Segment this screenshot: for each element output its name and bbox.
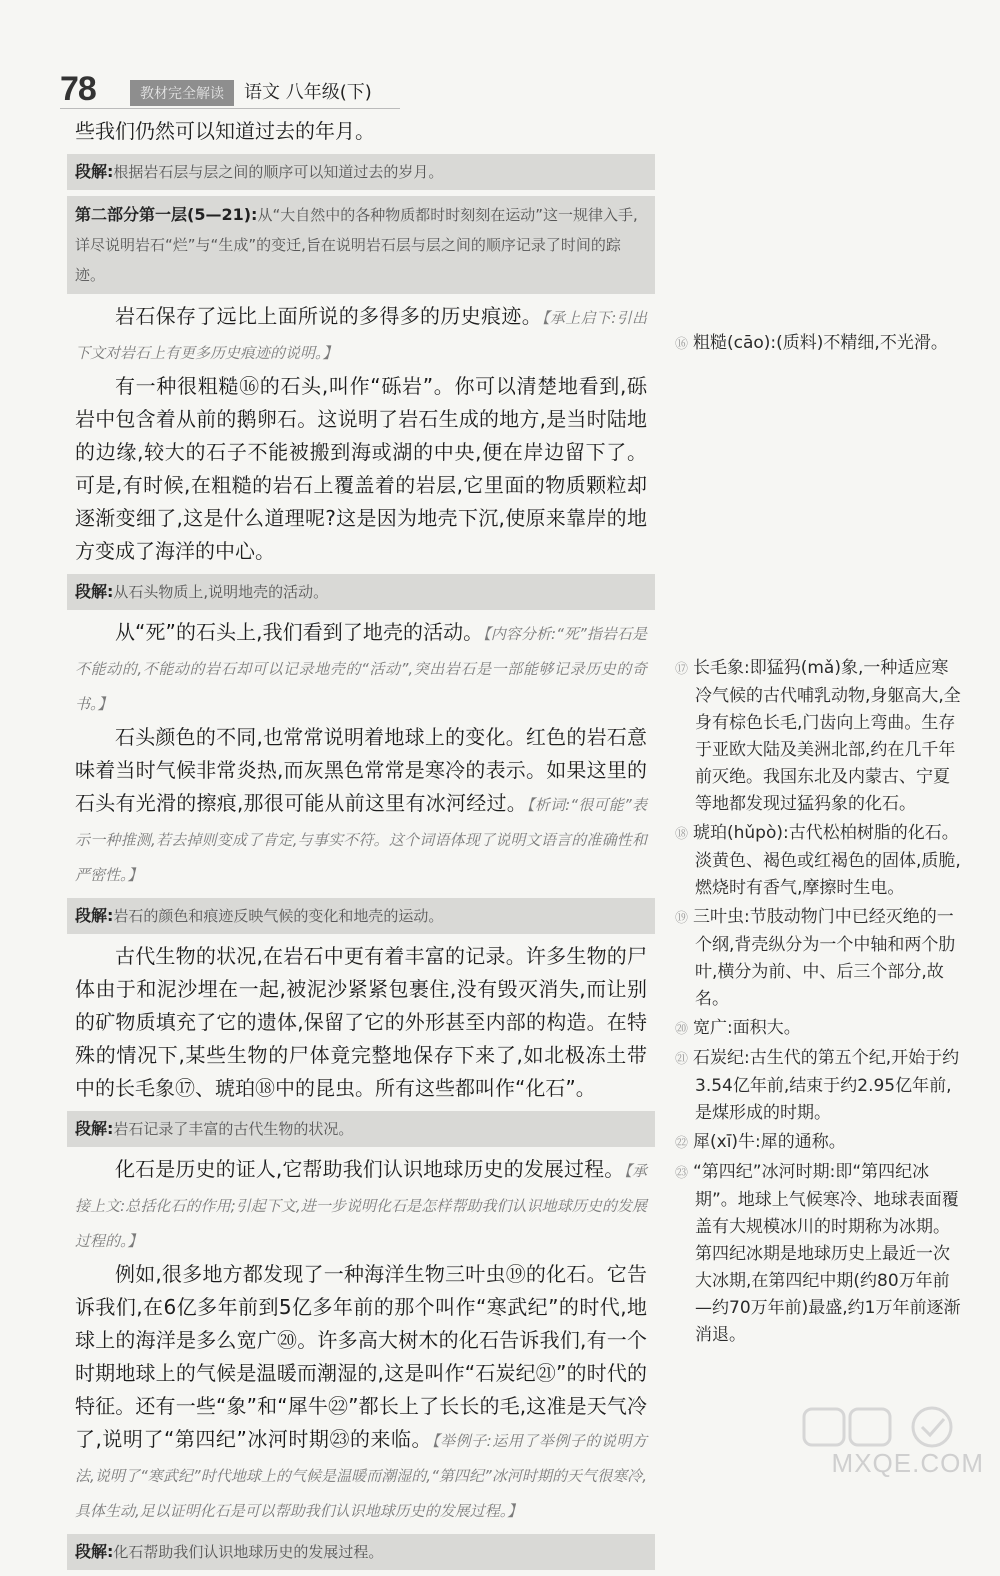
- page-number: 78: [60, 70, 96, 108]
- glossary-text: 琥珀(hǔpò):古代松柏树脂的化石。淡黄色、褐色或红褐色的固体,质脆,燃烧时有香气,摩擦时生电。: [693, 823, 961, 898]
- analysis-box: [67, 574, 655, 610]
- analysis-label: 段解:: [75, 1119, 114, 1138]
- paragraph: 些我们仍然可以知道过去的年月。: [75, 119, 375, 143]
- analysis-box: [67, 1111, 655, 1147]
- glossary-item: [675, 655, 965, 818]
- glossary-text: 长毛象:即猛犸(mǎ)象,一种适应寒冷气候的古代哺乳动物,身躯高大,全身有棕色长毛,门齿向上弯曲。生存于亚欧大陆及美洲北部,约在几千年前灭绝。我国东北及内蒙古、宁夏等地都发现过猛犸象的化石。: [693, 658, 961, 814]
- subject-label: 语文 八年级(下): [244, 82, 372, 103]
- paragraph-text: 例如,很多地方都发现了一种海洋生物三叶虫⑲的化石。它告诉我们,在6亿多年前到5亿多年前的那个叫作“寒武纪”的时代,地球上的海洋是多么宽广⑳。许多高大树木的化石告诉我们,有一个时期地球上的气候是温暖而潮湿的,这是叫作“石炭纪㉑”的时代的特征。还有一些“象”和“犀牛㉒”都长上了长长的毛,这准是天气冷了,说明了“第四纪”冰河时期㉓的来临。: [75, 1262, 647, 1451]
- page-header: [60, 70, 480, 106]
- annotation-note: 【内容分析:“死”指岩石是不能动的,不能动的岩石却可以记录地壳的“活动”,突出岩石是一部能够记录历史的奇书。】: [75, 625, 647, 713]
- paragraph: [75, 616, 647, 721]
- glossary-item: [675, 904, 965, 1013]
- series-badge: 教材完全解读: [130, 80, 234, 106]
- analysis-text: 从石头物质上,说明地壳的活动。: [113, 583, 329, 601]
- paragraph: [75, 1153, 647, 1258]
- analysis-label: 段解:: [75, 1542, 114, 1561]
- answer-logo-icon: [802, 1405, 982, 1449]
- glossary-column-top: [675, 330, 965, 360]
- glossary-item: [675, 1129, 965, 1157]
- paragraph: [75, 721, 647, 892]
- glossary-item: [675, 1045, 965, 1127]
- annotation-note: 【承上启下:引出下文对岩石上有更多历史痕迹的说明。】: [75, 309, 647, 362]
- watermark-text: MXQE.COM: [831, 1448, 984, 1478]
- paragraph: [75, 1258, 647, 1528]
- paragraph: [75, 300, 647, 370]
- paragraph-text: 从“死”的石头上,我们看到了地壳的活动。: [115, 620, 484, 644]
- analysis-text: 岩石记录了丰富的古代生物的状况。: [113, 1120, 354, 1138]
- analysis-label: 段解:: [75, 906, 114, 925]
- note-marker: ㉑: [675, 1052, 689, 1067]
- analysis-text: 根据岩石层与层之间的顺序可以知道过去的岁月。: [113, 163, 444, 181]
- note-marker: ⑯: [675, 337, 689, 352]
- section-summary-box: [67, 196, 655, 294]
- section-summary-text: 从“大自然中的各种物质都时时刻刻在运动”这一规律入手,详尽说明岩石“烂”与“生成”的变迁,旨在说明岩石层与层之间的顺序记录了时间的踪迹。: [75, 206, 638, 284]
- glossary-text: 石炭纪:古生代的第五个纪,开始于约3.54亿年前,结束于约2.95亿年前,是煤形成的时期。: [693, 1048, 960, 1123]
- glossary-item: [675, 820, 965, 902]
- annotation-note: 【析词:“很可能”表示一种推测,若去掉则变成了肯定,与事实不符。这个词语体现了说明文语言的准确性和严密性。】: [75, 796, 647, 884]
- analysis-box: [67, 1534, 655, 1570]
- paragraph-text: 岩石保存了远比上面所说的多得多的历史痕迹。: [115, 304, 543, 328]
- note-marker: ㉒: [675, 1136, 689, 1151]
- note-marker: ⑰: [675, 662, 689, 677]
- glossary-item: [675, 330, 965, 358]
- annotation-note: 【举例子:运用了举例子的说明方法,说明了“寒武纪”时代地球上的气候是温暖而潮湿的,“第四纪”冰河时期的天气很寒冷,具体生动,足以证明化石是可以帮助我们认识地球历史的发展过程。】: [75, 1432, 647, 1520]
- glossary-text: 犀(xī)牛:犀的通称。: [693, 1132, 846, 1152]
- glossary-text: 宽广:面积大。: [693, 1018, 801, 1038]
- glossary-item: [675, 1015, 965, 1043]
- analysis-text: 岩石的颜色和痕迹反映气候的变化和地壳的运动。: [113, 907, 444, 925]
- analysis-box: [67, 898, 655, 934]
- glossary-text: 三叶虫:节肢动物门中已经灭绝的一个纲,背壳纵分为一个中轴和两个肋叶,横分为前、中、后三个部分,故名。: [693, 907, 956, 1009]
- glossary-text: “第四纪”冰河时期:即“第四纪冰期”。地球上气候寒冷、地球表面覆盖有大规模冰川的时期称为冰期。第四纪冰期是地球历史上最近一次大冰期,在第四纪中期(约80万年前—约70万年前)最盛,约1万年前逐渐消退。: [693, 1162, 961, 1345]
- analysis-box: [67, 154, 655, 190]
- site-watermark: [790, 1403, 990, 1483]
- paragraph-text: 化石是历史的证人,它帮助我们认识地球历史的发展过程。: [115, 1157, 625, 1181]
- header-divider: [60, 108, 400, 109]
- analysis-label: 段解:: [75, 162, 114, 181]
- paragraph-text: 石头颜色的不同,也常常说明着地球上的变化。红色的岩石意味着当时气候非常炎热,而灰黑色常常是寒冷的表示。如果这里的石头有光滑的擦痕,那很可能从前这里有冰河经过。: [75, 725, 647, 815]
- paragraph: 有一种很粗糙⑯的石头,叫作“砾岩”。你可以清楚地看到,砾岩中包含着从前的鹅卵石。这说明了岩石生成的地方,是当时陆地的边缘,较大的石子不能被搬到海或湖的中央,便在岸边留下了。可是,有时候,在粗糙的岩石上覆盖着的岩层,它里面的物质颗粒却逐渐变细了,这是什么道理呢?这是因为地壳下沉,使原来靠岸的地方变成了海洋的中心。: [75, 374, 647, 563]
- note-marker: ⑳: [675, 1022, 689, 1037]
- note-marker: ⑱: [675, 827, 689, 842]
- analysis-text: 化石帮助我们认识地球历史的发展过程。: [113, 1543, 384, 1561]
- note-marker: ㉓: [675, 1166, 689, 1181]
- annotation-note: 【承接上文:总括化石的作用;引起下文,进一步说明化石是怎样帮助我们认识地球历史的发展过程的。】: [75, 1162, 647, 1250]
- main-text-column: [75, 115, 647, 1576]
- note-marker: ⑲: [675, 911, 689, 926]
- glossary-text: 粗糙(cāo):(质料)不精细,不光滑。: [693, 333, 948, 353]
- paragraph: 古代生物的状况,在岩石中更有着丰富的记录。许多生物的尸体由于和泥沙埋在一起,被泥沙紧紧包裹住,没有毁灭消失,而让别的矿物质填充了它的遗体,保留了它的外形甚至内部的构造。在特殊的情况下,某些生物的尸体竟完整地保存下来了,如北极冻土带中的长毛象⑰、琥珀⑱中的昆虫。所有这些都叫作“化石”。: [75, 944, 647, 1100]
- analysis-label: 段解:: [75, 582, 114, 601]
- section-label: 第二部分第一层(5—21):: [75, 205, 258, 224]
- glossary-item: [675, 1159, 965, 1349]
- glossary-column-bottom: [675, 655, 965, 1351]
